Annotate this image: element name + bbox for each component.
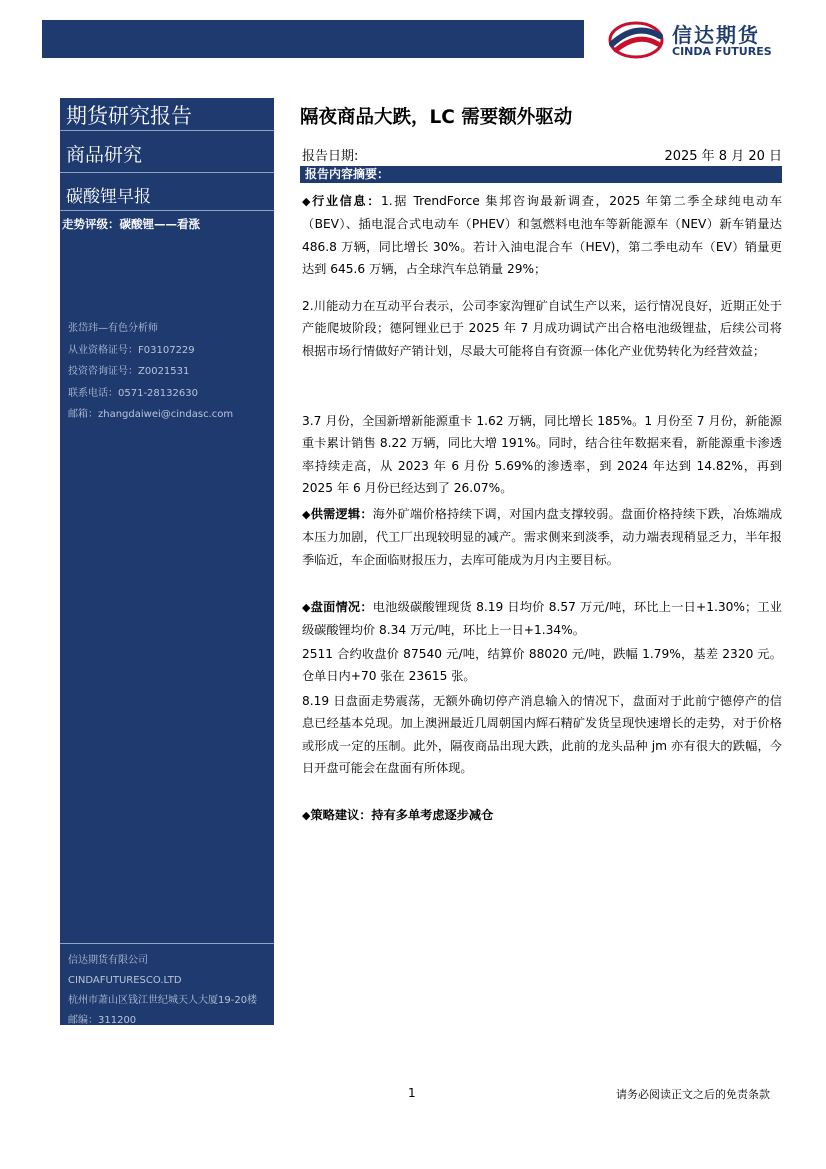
analyst-phone: 联系电话：0571-28132630	[68, 387, 198, 399]
paragraph-market-2	[302, 643, 782, 688]
paragraph-text: 3.7 月份，全国新增新能源重卡 1.62 万辆，同比增长 185%。1 月份至 7 月份，新能源重卡累计销售 8.22 万辆，同比大增 191%。同时，结合往年数据来看，新能源重卡渗透率持续走高，从 2023 年 6 月份 5.69%的渗透率，到 2024 年达到 14.82%，再到 2025 年 6 月份已经达到了 26.07%。	[302, 414, 782, 495]
analyst-email: 邮箱：zhangdaiwei@cindasc.com	[68, 409, 234, 420]
diamond-bullet-icon: ◆	[302, 809, 311, 822]
report-date: 2025 年 8 月 20 日	[664, 149, 782, 164]
diamond-bullet-icon: ◆	[302, 195, 313, 208]
section-label: 供需逻辑：	[310, 507, 373, 521]
paragraph-market-3	[302, 690, 782, 779]
company-name: 信达期货有限公司	[68, 955, 148, 966]
analyst-info	[68, 318, 233, 426]
paragraph-text: 8.19 日盘面走势震荡，无额外确切停产消息输入的情况下，盘面对于此前宁德停产的信息已经基本兑现。加上澳洲最近几周朝国内辉石精矿发货呈现快速增长的走势，对于价格或形成一定的压制。此外，隔夜商品出现大跌，此前的龙头品种 jm 亦有很大的跌幅，今日开盘可能会在盘面有所体现。	[302, 694, 782, 775]
logo-mark-icon	[606, 18, 666, 60]
divider	[60, 172, 274, 173]
logo-text-en: CINDA FUTURES	[672, 45, 772, 58]
strategy-text: 持有多单考虑逐步减仓	[371, 808, 494, 822]
sidebar	[60, 98, 274, 1025]
paragraph-text: 海外矿端价格持续下调，对国内盘支撑较弱。盘面价格持续下跌，冶炼端成本压力加剧，代工厂出现较明显的减产。需求侧来到淡季，动力端表现稍显乏力，半年报季临近，车企面临财报压力，去库可能成为月内主要目标。	[302, 507, 783, 567]
summary-label: 报告内容摘要：	[305, 167, 390, 181]
paragraph-market-1	[302, 596, 782, 642]
section-label: 行业信息：	[312, 194, 381, 208]
divider	[60, 943, 274, 944]
report-type: 期货研究报告	[66, 104, 192, 128]
logo-text-cn: 信达期货	[672, 23, 760, 47]
paragraph-text: 2511 合约收盘价 87540 元/吨，结算价 88020 元/吨，跌幅 1.79%，基差 2320 元。仓单日内+70 张在 23615 张。	[302, 647, 782, 684]
paragraph-industry-3	[302, 410, 782, 499]
diamond-bullet-icon: ◆	[302, 601, 311, 614]
company-logo	[606, 18, 796, 60]
analyst-qualification: 从业资格证号：F03107229	[68, 344, 195, 356]
company-info	[68, 951, 257, 1031]
trend-rating: 走势评级：碳酸锂——看涨	[62, 217, 200, 231]
company-postcode: 邮编：311200	[68, 1015, 137, 1026]
report-date-label: 报告日期:	[302, 149, 359, 164]
analyst-name: 张岱玮—有色分析师	[68, 323, 158, 334]
header-banner	[42, 20, 584, 58]
paragraph-industry-2	[302, 295, 782, 362]
summary-header	[300, 166, 782, 183]
disclaimer-note: 请务必阅读正文之后的免责条款	[616, 1088, 770, 1101]
report-category: 商品研究	[66, 144, 143, 166]
section-label: 策略建议：	[310, 808, 372, 822]
page-title: 隔夜商品大跌，LC 需要额外驱动	[300, 107, 573, 128]
paragraph-industry-1	[302, 190, 782, 280]
divider	[60, 130, 274, 131]
paragraph-text: 电池级碳酸锂现货 8.19 日均价 8.57 万元/吨，环比上一日+1.30%；工业级碳酸锂均价 8.34 万元/吨，环比上一日+1.34%。	[302, 600, 782, 638]
page-number: 1	[408, 1086, 416, 1100]
report-name: 碳酸锂早报	[66, 187, 151, 207]
divider	[60, 210, 274, 211]
analyst-consult-number: 投资咨询证号：Z0021531	[68, 366, 190, 377]
section-label: 盘面情况：	[310, 600, 373, 614]
company-name-en: CINDAFUTURESCO.LTD	[68, 975, 182, 986]
paragraph-strategy	[302, 804, 782, 827]
paragraph-text: 1.据 TrendForce 集邦咨询最新调查，2025 年第二季全球纯电动车（BEV）、插电混合式电动车（PHEV）和氢燃料电池车等新能源车（NEV）新车销量达 486.8 万辆，同比增长 30%。若计入油电混合车（HEV)，第二季电动车（EV）销量更达到 645.6 万辆，占全球汽车总销量 29%；	[302, 194, 783, 276]
company-address: 杭州市萧山区钱江世纪城天人大厦19-20楼	[68, 995, 258, 1006]
paragraph-supply-demand	[302, 503, 782, 571]
paragraph-text: 2.川能动力在互动平台表示，公司李家沟锂矿自试生产以来，运行情况良好，近期正处于产能爬坡阶段；德阿锂业已于 2025 年 7 月成功调试产出合格电池级锂盐，后续公司将根据市场行情做好产销计划，尽最大可能将自有资源一体化产业优势转化为经营效益；	[302, 299, 782, 358]
diamond-bullet-icon: ◆	[302, 508, 311, 521]
